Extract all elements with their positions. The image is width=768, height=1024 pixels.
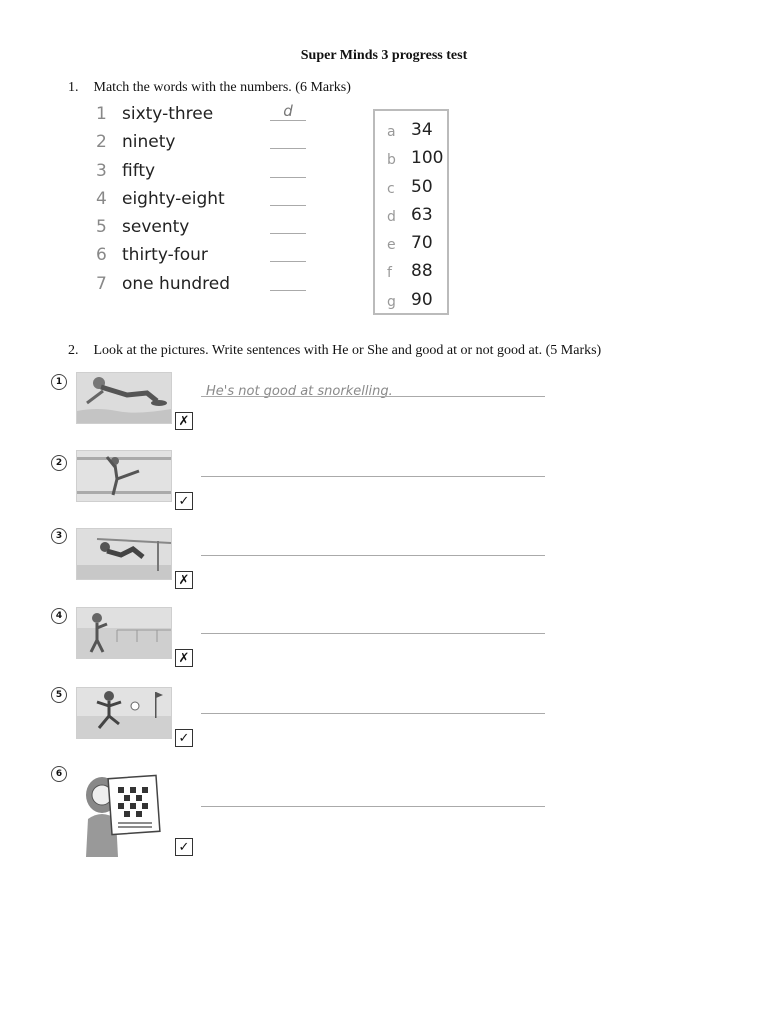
word-text: ninety <box>122 132 176 153</box>
word-number: 7 <box>96 273 107 294</box>
number-row <box>375 201 447 229</box>
page-title: Super Minds 3 progress test <box>300 48 468 63</box>
number-value: 50 <box>411 176 433 197</box>
word-text: one hundred <box>122 273 231 294</box>
number-row <box>375 173 447 201</box>
word-text: thirty-four <box>122 245 208 266</box>
cross-mark-box: ✗ <box>175 649 193 667</box>
answer-blank[interactable] <box>270 148 306 149</box>
gymnastics-picture <box>76 450 172 502</box>
number-row <box>375 144 447 172</box>
question-1-instruction: Match the words with the numbers. (6 Marks) <box>93 80 351 95</box>
word-row <box>96 245 316 273</box>
word-text: seventy <box>122 217 190 238</box>
answer-blank[interactable] <box>270 120 306 121</box>
number-row <box>375 116 447 144</box>
answer-blank[interactable] <box>270 233 306 234</box>
word-row <box>96 274 316 302</box>
number-row <box>375 257 447 285</box>
number-value: 34 <box>411 120 433 140</box>
tick-mark-box: ✓ <box>175 492 193 510</box>
word-number: 5 <box>96 217 107 238</box>
example-answer: He's not good at snorkelling. <box>206 384 393 399</box>
number-row <box>375 286 447 314</box>
snorkelling-picture <box>76 372 172 424</box>
answer-line[interactable] <box>201 633 545 634</box>
item-number: 6 <box>51 766 67 782</box>
answer-blank[interactable] <box>270 261 306 262</box>
football-picture <box>76 687 172 739</box>
answer-line[interactable] <box>201 396 545 397</box>
high-jump-picture <box>76 528 172 580</box>
question-2-number: 2. <box>68 343 79 358</box>
number-letter: f <box>387 265 392 282</box>
question-2-heading <box>68 343 601 359</box>
number-letter: e <box>387 237 396 254</box>
word-number: 3 <box>96 160 107 181</box>
item-number: 4 <box>51 608 67 624</box>
question-1-number: 1. <box>68 80 79 95</box>
numbers-box <box>373 109 449 315</box>
word-answer[interactable]: d <box>283 102 293 120</box>
item-number: 2 <box>51 455 67 471</box>
number-value: 63 <box>411 204 433 225</box>
answer-blank[interactable] <box>270 177 306 178</box>
word-row <box>96 189 316 217</box>
word-number: 2 <box>96 132 107 153</box>
word-row <box>96 161 316 189</box>
item-number: 1 <box>51 374 67 390</box>
word-row <box>96 217 316 245</box>
number-letter: c <box>387 180 395 197</box>
answer-line[interactable] <box>201 713 545 714</box>
answer-blank[interactable] <box>270 290 306 291</box>
question-1-heading <box>68 80 351 96</box>
word-row <box>96 132 316 160</box>
word-list <box>96 104 316 302</box>
tick-mark-box: ✓ <box>175 729 193 747</box>
number-letter: g <box>387 293 396 310</box>
crossword-picture <box>78 769 164 857</box>
word-text: eighty-eight <box>122 188 225 209</box>
answer-line[interactable] <box>201 476 545 477</box>
number-value: 90 <box>411 289 433 310</box>
answer-line[interactable] <box>201 806 545 807</box>
word-text: sixty-three <box>122 104 214 124</box>
number-letter: a <box>387 124 396 140</box>
question-2-instruction: Look at the pictures. Write sentences with He or She and good at or not good at. (5 Marks) <box>93 343 602 358</box>
number-value: 100 <box>411 148 444 169</box>
cross-mark-box: ✗ <box>175 412 193 430</box>
number-value: 88 <box>411 261 433 282</box>
word-text: fifty <box>122 160 156 181</box>
tick-mark-box: ✓ <box>175 838 193 856</box>
cross-mark-box: ✗ <box>175 571 193 589</box>
answer-line[interactable] <box>201 555 545 556</box>
word-number: 6 <box>96 245 107 266</box>
tennis-picture <box>76 607 172 659</box>
word-number: 1 <box>96 104 107 124</box>
item-number: 5 <box>51 687 67 703</box>
word-number: 4 <box>96 188 107 209</box>
word-row <box>96 104 316 132</box>
number-value: 70 <box>411 233 433 254</box>
number-row <box>375 229 447 257</box>
number-letter: d <box>387 208 396 225</box>
number-letter: b <box>387 152 396 169</box>
item-number: 3 <box>51 528 67 544</box>
answer-blank[interactable] <box>270 205 306 206</box>
